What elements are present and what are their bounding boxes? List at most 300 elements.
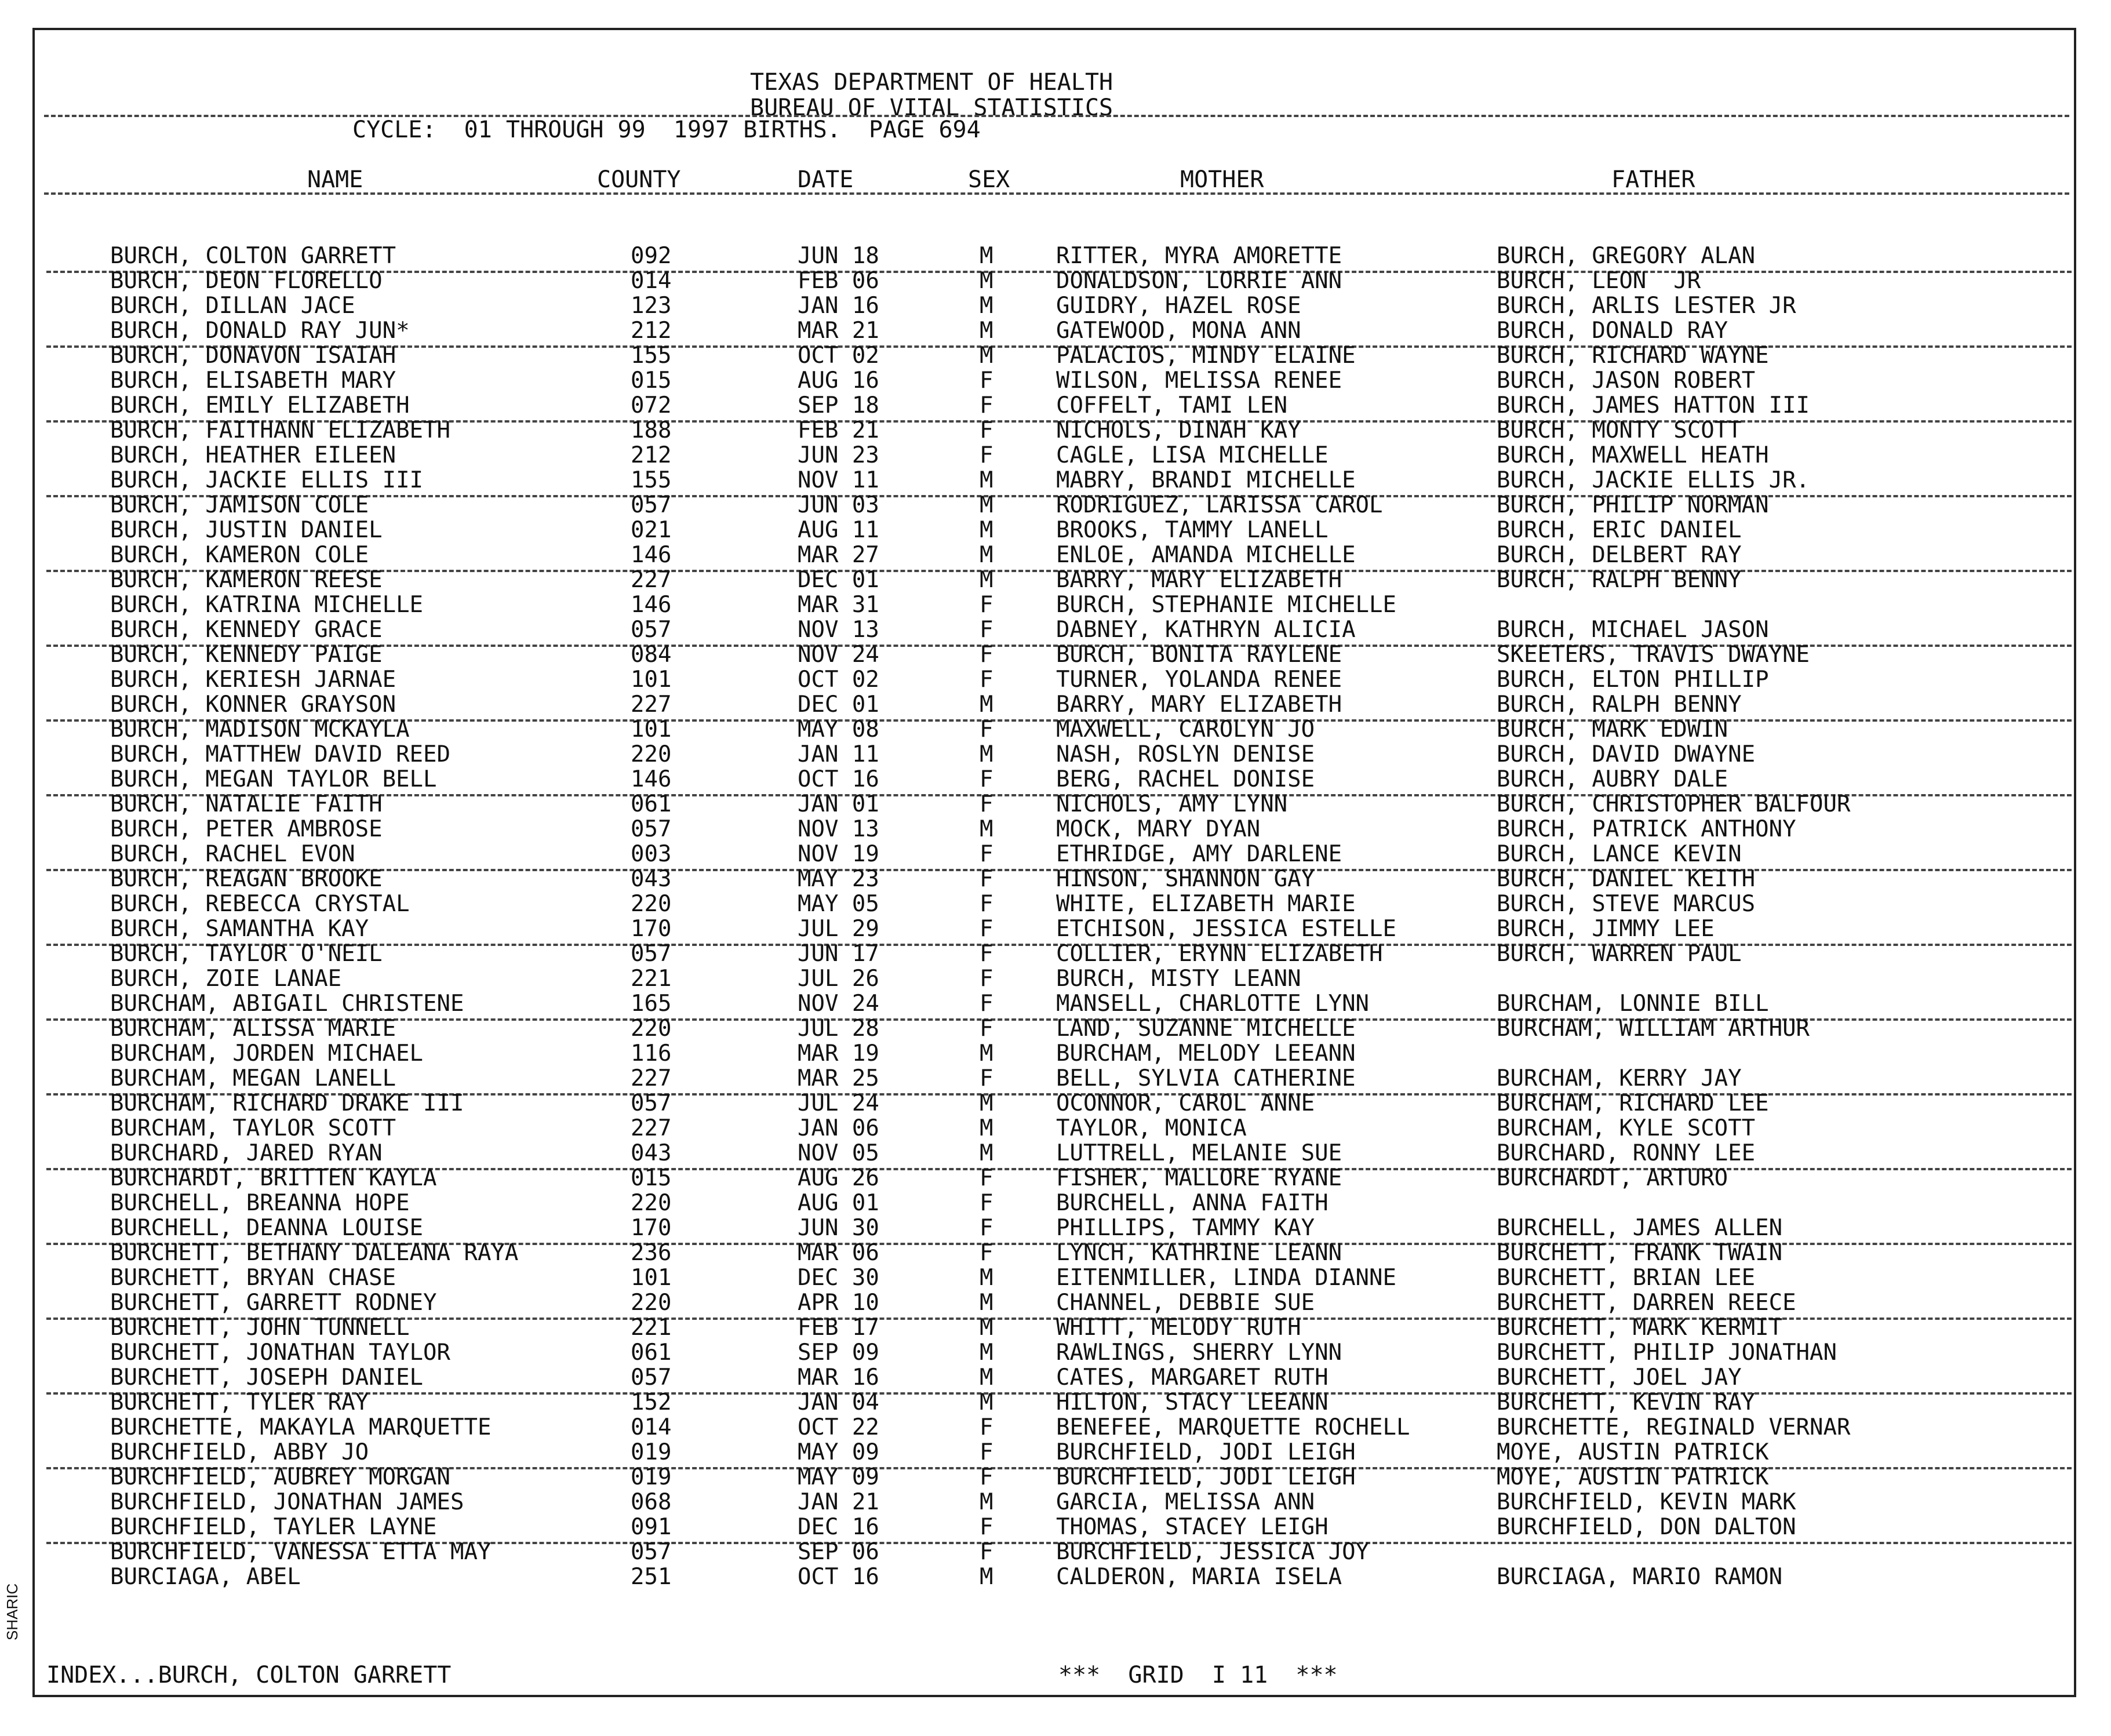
table-row [35,1215,2079,1240]
cell-father: BURCH, AUBRY DALE [1497,766,1728,792]
table-row [35,1490,2079,1515]
cell-name: BURCHETT, JOHN TUNNELL [110,1315,410,1341]
table-row [35,692,2079,717]
table-row [35,1415,2079,1440]
cell-father: BURCH, DELBERT RAY [1497,542,1742,568]
cell-sex: M [980,741,993,767]
cell-sex: F [980,1065,993,1091]
cell-father: BURCHETT, PHILIP JONATHAN [1497,1340,1837,1366]
cell-sex: F [980,916,993,942]
cell-sex: F [980,1514,993,1540]
cell-mother: BURCH, BONITA RAYLENE [1056,642,1342,668]
table-row [35,767,2079,792]
cell-father: BURCH, JASON ROBERT [1497,367,1756,394]
cell-date: MAY 23 [798,866,879,892]
cell-name: BURCH, KAMERON COLE [110,542,369,568]
cell-date: JAN 11 [798,741,879,767]
cell-sex: M [980,567,993,593]
cell-name: BURCHARDT, BRITTEN KAYLA [110,1165,437,1191]
cell-sex: F [980,592,993,618]
cell-name: BURCH, HEATHER EILEEN [110,442,396,468]
cell-father: BURCHETT, DARREN REECE [1497,1290,1796,1316]
cell-sex: M [980,492,993,518]
cell-sex: F [980,442,993,468]
cell-sex: F [980,1414,993,1440]
cell-father: SKEETERS, TRAVIS DWAYNE [1497,642,1810,668]
cell-sex: F [980,1016,993,1042]
cell-sex: M [980,343,993,369]
cell-name: BURCHAM, TAYLOR SCOTT [110,1115,396,1141]
cell-name: BURCHARD, JARED RYAN [110,1140,383,1166]
cell-sex: F [980,1190,993,1216]
cell-date: DEC 01 [798,692,879,718]
cell-county: 084 [631,642,672,668]
cell-county: 092 [631,243,672,269]
cell-name: BURCH, FAITHANN ELIZABETH [110,417,450,443]
cell-mother: LAND, SUZANNE MICHELLE [1056,1016,1356,1042]
cell-date: OCT 22 [798,1414,879,1440]
column-header-name: NAME [307,166,363,193]
cell-name: BURCH, MEGAN TAYLOR BELL [110,766,437,792]
cell-sex: M [980,542,993,568]
cell-father: MOYE, AUSTIN PATRICK [1497,1439,1769,1465]
cell-father: BURCHAM, WILLIAM ARTHUR [1497,1016,1810,1042]
cell-date: MAY 05 [798,891,879,917]
cell-mother: BARRY, MARY ELIZABETH [1056,567,1342,593]
header-rule-1 [44,115,2069,117]
table-row [35,1141,2079,1166]
table-row [35,1066,2079,1091]
table-row [35,1041,2079,1066]
cell-father: BURCHAM, LONNIE BILL [1497,991,1769,1017]
cell-county: 101 [631,716,672,743]
cell-county: 021 [631,517,672,543]
cell-date: MAY 09 [798,1464,879,1490]
cycle-line: CYCLE: 01 THROUGH 99 1997 BIRTHS. PAGE 694 [352,117,981,143]
cell-mother: BURCHFIELD, JODI LEIGH [1056,1439,1356,1465]
cell-date: MAR 21 [798,318,879,344]
cell-sex: M [980,1265,993,1291]
cell-father: BURCH, MARK EDWIN [1497,716,1728,743]
cell-county: 212 [631,318,672,344]
cell-father: BURCHAM, KYLE SCOTT [1497,1115,1756,1141]
cell-father: BURCH, GREGORY ALAN [1497,243,1756,269]
cell-sex: M [980,1389,993,1415]
cell-county: 220 [631,891,672,917]
cell-name: BURCHFIELD, VANESSA ETTA MAY [110,1539,492,1565]
cell-date: NOV 13 [798,617,879,643]
cell-sex: M [980,1140,993,1166]
table-row [35,1540,2079,1564]
cell-county: 236 [631,1240,672,1266]
cell-name: BURCHELL, DEANNA LOUISE [110,1215,424,1241]
cell-mother: MAXWELL, CAROLYN JO [1056,716,1315,743]
cell-date: OCT 16 [798,766,879,792]
cell-sex: F [980,991,993,1017]
cell-mother: CALDERON, MARIA ISELA [1056,1564,1342,1590]
table-row [35,368,2079,393]
cell-sex: M [980,268,993,294]
cell-mother: RAWLINGS, SHERRY LYNN [1056,1340,1342,1366]
cell-date: OCT 16 [798,1564,879,1590]
cell-sex: M [980,692,993,718]
cell-date: JUL 24 [798,1090,879,1116]
cell-name: BURCH, KONNER GRAYSON [110,692,396,718]
cell-name: BURCH, ELISABETH MARY [110,367,396,394]
cell-mother: MOCK, MARY DYAN [1056,816,1261,842]
cell-county: 212 [631,442,672,468]
cell-date: JUN 18 [798,243,879,269]
cell-name: BURCHAM, ABIGAIL CHRISTENE [110,991,464,1017]
cell-father: BURCH, PHILIP NORMAN [1497,492,1769,518]
table-row [35,393,2079,418]
cell-father: BURCHETT, FRANK TWAIN [1497,1240,1783,1266]
cell-sex: F [980,941,993,967]
table-row [35,1191,2079,1215]
table-row [35,1365,2079,1390]
cell-date: MAR 25 [798,1065,879,1091]
cell-name: BURCH, REBECCA CRYSTAL [110,891,410,917]
table-row [35,742,2079,767]
cell-county: 220 [631,1190,672,1216]
table-row [35,1091,2079,1116]
cell-mother: NICHOLS, DINAH KAY [1056,417,1301,443]
cell-name: BURCH, SAMANTHA KAY [110,916,369,942]
cell-date: FEB 17 [798,1315,879,1341]
cell-county: 123 [631,293,672,319]
cell-father: BURCH, LANCE KEVIN [1497,841,1742,867]
cell-county: 019 [631,1464,672,1490]
cell-father: BURCH, JIMMY LEE [1497,916,1715,942]
cell-sex: F [980,866,993,892]
cell-mother: WHITE, ELIZABETH MARIE [1056,891,1356,917]
cell-mother: PALACIOS, MINDY ELAINE [1056,343,1356,369]
cell-date: AUG 16 [798,367,879,394]
cell-name: BURCH, JACKIE ELLIS III [110,467,424,493]
printout-frame [32,28,2076,1697]
cell-date: NOV 11 [798,467,879,493]
cell-mother: TAYLOR, MONICA [1056,1115,1247,1141]
cell-father: BURCHETT, BRIAN LEE [1497,1265,1756,1291]
cell-sex: M [980,467,993,493]
cell-sex: F [980,716,993,743]
table-row [35,343,2079,368]
cell-county: 146 [631,766,672,792]
cell-sex: F [980,667,993,693]
cell-sex: F [980,392,993,418]
cell-county: 014 [631,268,672,294]
cell-father: BURCHAM, RICHARD LEE [1497,1090,1769,1116]
table-row [35,1440,2079,1465]
cell-name: BURCHAM, JORDEN MICHAEL [110,1040,424,1067]
cell-sex: F [980,1165,993,1191]
report-subtitle: BUREAU OF VITAL STATISTICS [750,94,1113,121]
table-row [35,1515,2079,1540]
cell-sex: F [980,891,993,917]
cell-sex: M [980,1315,993,1341]
header-rule-2 [44,192,2069,195]
cell-county: 116 [631,1040,672,1067]
cell-county: 165 [631,991,672,1017]
table-row [35,418,2079,443]
table-row [35,1290,2079,1315]
cell-father: BURCH, LEON JR [1497,268,1701,294]
cell-mother: BURCHAM, MELODY LEEANN [1056,1040,1356,1067]
cell-name: BURCHETT, TYLER RAY [110,1389,369,1415]
cell-father: BURCH, PATRICK ANTHONY [1497,816,1796,842]
cell-date: JUL 29 [798,916,879,942]
cell-name: BURCH, MADISON MCKAYLA [110,716,410,743]
cell-sex: M [980,243,993,269]
cell-mother: FISHER, MALLORE RYANE [1056,1165,1342,1191]
cell-county: 072 [631,392,672,418]
table-row [35,842,2079,867]
table-row [35,966,2079,991]
cell-date: FEB 21 [798,417,879,443]
cell-father: BURCHETTE, REGINALD VERNAR [1497,1414,1851,1440]
cell-father: BURCIAGA, MARIO RAMON [1497,1564,1783,1590]
cell-sex: M [980,293,993,319]
cell-father: BURCHETT, KEVIN RAY [1497,1389,1756,1415]
cell-name: BURCHAM, MEGAN LANELL [110,1065,396,1091]
cell-father: BURCH, CHRISTOPHER BALFOUR [1497,791,1851,817]
cell-date: SEP 18 [798,392,879,418]
cell-county: 155 [631,343,672,369]
table-row [35,293,2079,318]
cell-father: BURCH, ARLIS LESTER JR [1497,293,1796,319]
cell-father: BURCH, JAMES HATTON III [1497,392,1810,418]
cell-sex: F [980,1240,993,1266]
table-row [35,1340,2079,1365]
cell-mother: BELL, SYLVIA CATHERINE [1056,1065,1356,1091]
table-row [35,867,2079,891]
cell-sex: F [980,642,993,668]
cell-sex: F [980,791,993,817]
cell-county: 091 [631,1514,672,1540]
cell-name: BURCH, JAMISON COLE [110,492,369,518]
cell-sex: F [980,1539,993,1565]
cell-mother: NASH, ROSLYN DENISE [1056,741,1315,767]
table-row [35,642,2079,667]
cell-date: NOV 24 [798,642,879,668]
cell-date: JAN 21 [798,1489,879,1515]
cell-county: 227 [631,1115,672,1141]
cell-county: 057 [631,1090,672,1116]
table-row [35,991,2079,1016]
cell-sex: M [980,1564,993,1590]
cell-date: NOV 19 [798,841,879,867]
cell-sex: F [980,367,993,394]
table-row [35,1240,2079,1265]
table-row [35,792,2079,817]
cell-father: BURCH, DAVID DWAYNE [1497,741,1756,767]
cell-date: NOV 24 [798,991,879,1017]
cell-sex: M [980,517,993,543]
column-header-date: DATE [798,166,854,193]
index-footer: INDEX...BURCH, COLTON GARRETT [46,1662,452,1688]
cell-date: AUG 26 [798,1165,879,1191]
cell-date: JAN 01 [798,791,879,817]
cell-father: BURCHETT, JOEL JAY [1497,1364,1742,1391]
cell-mother: NICHOLS, AMY LYNN [1056,791,1288,817]
cell-mother: EITENMILLER, LINDA DIANNE [1056,1265,1396,1291]
cell-mother: COFFELT, TAMI LEN [1056,392,1288,418]
table-row [35,268,2079,293]
cell-date: OCT 02 [798,667,879,693]
cell-mother: BENEFEE, MARQUETTE ROCHELL [1056,1414,1410,1440]
cell-county: 188 [631,417,672,443]
cell-date: MAY 09 [798,1439,879,1465]
cell-county: 227 [631,567,672,593]
table-row [35,667,2079,692]
cell-county: 146 [631,592,672,618]
cell-name: BURCH, KENNEDY PAIGE [110,642,383,668]
cell-county: 221 [631,966,672,992]
cell-mother: HINSON, SHANNON GAY [1056,866,1315,892]
cell-sex: F [980,766,993,792]
cell-county: 227 [631,1065,672,1091]
column-header-sex: SEX [968,166,1010,193]
cell-mother: LUTTRELL, MELANIE SUE [1056,1140,1342,1166]
cell-father: BURCHFIELD, KEVIN MARK [1497,1489,1796,1515]
cell-date: AUG 11 [798,517,879,543]
cell-mother: LYNCH, KATHRINE LEANN [1056,1240,1342,1266]
cell-date: DEC 16 [798,1514,879,1540]
table-row [35,443,2079,468]
cell-father: BURCH, RALPH BENNY [1497,567,1742,593]
cell-mother: ENLOE, AMANDA MICHELLE [1056,542,1356,568]
cell-sex: M [980,816,993,842]
table-row [35,817,2079,842]
cell-name: BURCHFIELD, TAYLER LAYNE [110,1514,437,1540]
cell-date: MAR 31 [798,592,879,618]
cell-county: 170 [631,916,672,942]
cell-county: 003 [631,841,672,867]
cell-name: BURCHFIELD, ABBY JO [110,1439,369,1465]
cell-father: BURCH, WARREN PAUL [1497,941,1742,967]
cell-county: 170 [631,1215,672,1241]
cell-father: BURCHAM, KERRY JAY [1497,1065,1742,1091]
cell-father: BURCHFIELD, DON DALTON [1497,1514,1796,1540]
cell-date: JUL 26 [798,966,879,992]
cell-date: AUG 01 [798,1190,879,1216]
cell-date: MAR 06 [798,1240,879,1266]
table-row [35,916,2079,941]
cell-name: BURCHELL, BREANNA HOPE [110,1190,410,1216]
cell-mother: WHITT, MELODY RUTH [1056,1315,1301,1341]
table-row [35,1116,2079,1141]
cell-sex: F [980,966,993,992]
table-row [35,318,2079,343]
cell-name: BURCH, NATALIE FAITH [110,791,383,817]
cell-date: APR 10 [798,1290,879,1316]
table-row [35,717,2079,742]
cell-mother: CATES, MARGARET RUTH [1056,1364,1329,1391]
cell-name: BURCH, DONALD RAY JUN* [110,318,410,344]
cell-mother: BARRY, MARY ELIZABETH [1056,692,1342,718]
cell-county: 057 [631,1364,672,1391]
cell-county: 101 [631,667,672,693]
cell-name: BURCHETT, JONATHAN TAYLOR [110,1340,450,1366]
cell-father: BURCHETT, MARK KERMIT [1497,1315,1783,1341]
table-row [35,1315,2079,1340]
cell-date: MAR 16 [798,1364,879,1391]
cell-mother: BERG, RACHEL DONISE [1056,766,1315,792]
cell-name: BURCH, JUSTIN DANIEL [110,517,383,543]
cell-county: 043 [631,1140,672,1166]
cell-county: 057 [631,1539,672,1565]
cell-county: 015 [631,1165,672,1191]
cell-father: BURCH, MONTY SCOTT [1497,417,1742,443]
cell-county: 220 [631,1290,672,1316]
cell-county: 019 [631,1439,672,1465]
cell-father: BURCHELL, JAMES ALLEN [1497,1215,1783,1241]
cell-county: 251 [631,1564,672,1590]
cell-father: BURCH, ELTON PHILLIP [1497,667,1769,693]
cell-name: BURCH, EMILY ELIZABETH [110,392,410,418]
cell-name: BURCIAGA, ABEL [110,1564,301,1590]
cell-name: BURCH, KAMERON REESE [110,567,383,593]
cell-county: 057 [631,941,672,967]
column-header-county: COUNTY [597,166,681,193]
cell-county: 061 [631,1340,672,1366]
grid-footer: *** GRID I 11 *** [1058,1662,1338,1688]
cell-mother: CAGLE, LISA MICHELLE [1056,442,1329,468]
cell-mother: DABNEY, KATHRYN ALICIA [1056,617,1356,643]
cell-name: BURCH, KERIESH JARNAE [110,667,396,693]
cell-county: 220 [631,741,672,767]
table-row [35,1465,2079,1490]
cell-father: BURCH, ERIC DANIEL [1497,517,1742,543]
cell-county: 155 [631,467,672,493]
cell-name: BURCHETT, BRYAN CHASE [110,1265,396,1291]
cell-name: BURCHETT, JOSEPH DANIEL [110,1364,424,1391]
cell-mother: ETCHISON, JESSICA ESTELLE [1056,916,1396,942]
cell-mother: RODRIGUEZ, LARISSA CAROL [1056,492,1383,518]
cell-name: BURCH, DEON FLORELLO [110,268,383,294]
cell-mother: OCONNOR, CAROL ANNE [1056,1090,1315,1116]
cell-date: JAN 04 [798,1389,879,1415]
cell-mother: BURCHFIELD, JESSICA JOY [1056,1539,1370,1565]
cell-county: 015 [631,367,672,394]
table-row [35,1265,2079,1290]
table-row [35,1564,2079,1589]
cell-county: 057 [631,816,672,842]
cell-date: JUN 23 [798,442,879,468]
cell-county: 057 [631,617,672,643]
table-row [35,243,2079,268]
cell-date: FEB 06 [798,268,879,294]
cell-name: BURCHAM, RICHARD DRAKE III [110,1090,464,1116]
cell-mother: BURCH, MISTY LEANN [1056,966,1301,992]
cell-name: BURCHETT, GARRETT RODNEY [110,1290,437,1316]
cell-name: BURCH, ZOIE LANAE [110,966,342,992]
cell-name: BURCH, TAYLOR O'NEIL [110,941,383,967]
cell-name: BURCH, REAGAN BROOKE [110,866,383,892]
cell-sex: F [980,417,993,443]
cell-name: BURCH, MATTHEW DAVID REED [110,741,450,767]
cell-date: JUL 28 [798,1016,879,1042]
cell-county: 152 [631,1389,672,1415]
cell-date: JUN 30 [798,1215,879,1241]
cell-mother: WILSON, MELISSA RENEE [1056,367,1342,394]
cell-sex: F [980,1215,993,1241]
cell-name: BURCHAM, ALISSA MARIE [110,1016,396,1042]
cell-father: BURCH, RICHARD WAYNE [1497,343,1769,369]
cell-name: BURCHFIELD, JONATHAN JAMES [110,1489,464,1515]
cell-date: MAR 19 [798,1040,879,1067]
cell-county: 220 [631,1016,672,1042]
